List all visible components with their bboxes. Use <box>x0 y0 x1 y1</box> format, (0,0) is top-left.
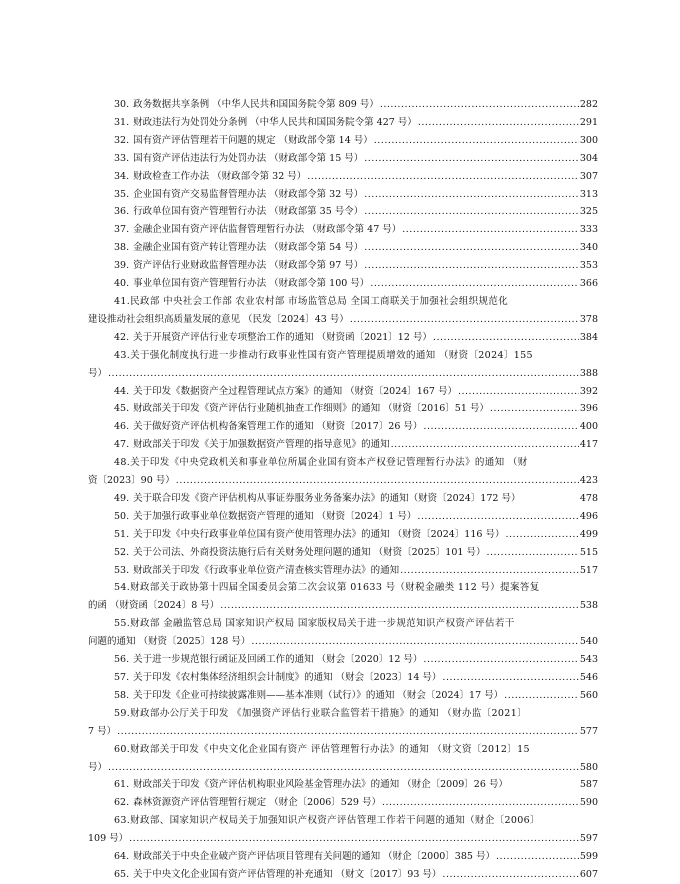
entry-number: 42. <box>114 331 130 343</box>
toc-entry[interactable] <box>88 203 598 221</box>
dot-leader <box>382 794 579 812</box>
entry-title: 森林资源资产评估管理暂行规定 （财企〔2006〕529 号） <box>133 797 381 809</box>
dot-leader <box>129 830 579 848</box>
toc-entry[interactable] <box>88 347 598 383</box>
entry-number: 44. <box>114 385 130 397</box>
entry-title: 关于印发《中央行政事业单位国有资产使用管理办法》的通知 （财资〔2024〕116 号） <box>133 528 505 540</box>
entry-number: 43. <box>114 349 131 361</box>
dot-leader <box>117 723 579 741</box>
toc-entry[interactable] <box>88 132 598 150</box>
toc-entry[interactable] <box>88 579 598 615</box>
entry-page-number: 590 <box>579 797 598 809</box>
entry-number: 47. <box>114 439 130 451</box>
entry-title: 关于中央文化企业国有资产评估管理的补充通知 （财文〔2017〕93 号） <box>133 868 442 880</box>
entry-number: 31. <box>114 116 130 128</box>
entry-number: 46. <box>114 421 130 433</box>
entry-number: 30. <box>114 99 130 110</box>
entry-page-number: 353 <box>579 260 598 272</box>
entry-page-number: 496 <box>579 510 598 522</box>
toc-entry[interactable] <box>88 293 598 329</box>
toc-entry[interactable] <box>88 114 598 132</box>
entry-number: 56. <box>114 654 130 666</box>
dot-leader <box>458 383 579 401</box>
dot-leader <box>423 651 578 669</box>
dot-leader <box>176 472 579 490</box>
entry-title-line2: 109 号） <box>88 833 129 845</box>
entry-title: 资产评估行业财政监督管理办法 （财政部令第 97 号） <box>133 260 364 272</box>
entry-number: 38. <box>114 242 130 254</box>
entry-page-number: 417 <box>579 439 598 451</box>
entry-title-line1: 财政部办公厅关于印发 《加强资产评估行业联合监管若干措施》的通知 （财办监〔2021〕 <box>130 707 527 719</box>
dot-leader <box>486 544 578 562</box>
toc-entry[interactable] <box>88 490 598 508</box>
toc-entry[interactable] <box>88 186 598 204</box>
toc-entry[interactable] <box>88 812 598 848</box>
entry-page-number: 560 <box>579 689 598 701</box>
dot-leader <box>220 597 579 615</box>
entry-title: 关于印发《农村集体经济组织会计制度》的通知 （财会〔2023〕14 号） <box>133 672 442 683</box>
toc-entry[interactable] <box>88 544 598 562</box>
entry-title: 事业单位国有资产管理暂行办法 （财政部令第 100 号） <box>133 278 370 290</box>
entry-page-number: 282 <box>579 99 598 110</box>
entry-number: 48. <box>114 457 131 469</box>
entry-page-number: 538 <box>579 600 598 612</box>
entry-title-line1: 关于印发《中央党政机关和事业单位所属企业国有资本产权登记管理暂行办法》的通知 （财 <box>130 457 528 469</box>
toc-entry[interactable] <box>88 651 598 669</box>
entry-page-number: 300 <box>579 134 598 146</box>
toc-entry[interactable] <box>88 741 598 777</box>
entry-title-line2: 建设推动社会组织高质量发展的意见 （民发〔2024〕43 号） <box>88 313 349 325</box>
entry-number: 65. <box>114 868 130 880</box>
entry-page-number: 577 <box>579 725 598 737</box>
entry-page-number: 392 <box>579 385 598 397</box>
dot-leader <box>490 400 579 418</box>
entry-page-number: 515 <box>579 546 598 558</box>
entry-title-line1: 财政部、国家知识产权局关于加强知识产权资产评估管理工作若干问题的通知（财企〔2006〕 <box>130 815 540 827</box>
entry-title-line2: 号） <box>88 367 108 379</box>
entry-page-number: 580 <box>579 761 598 773</box>
toc-entry[interactable] <box>88 508 598 526</box>
dot-leader <box>505 526 578 544</box>
entry-title: 国有资产评估管理若干问题的规定 （财政部令第 14 号） <box>133 134 373 146</box>
entry-page-number: 366 <box>579 278 598 290</box>
entry-page-number: 540 <box>579 636 598 648</box>
dot-leader <box>364 186 579 204</box>
toc-entry[interactable] <box>88 436 598 454</box>
entry-number: 37. <box>114 224 130 236</box>
entry-number: 57. <box>114 672 130 683</box>
dot-leader <box>364 239 579 257</box>
entry-number: 39. <box>114 260 130 272</box>
entry-page-number: 546 <box>579 672 598 683</box>
entry-title: 关于印发《数据资产全过程管理试点方案》的通知 （财资〔2024〕167 号） <box>133 385 457 397</box>
toc-entry[interactable] <box>88 418 598 436</box>
entry-number: 62. <box>114 797 130 809</box>
entry-title-line2: 7 号） <box>88 725 117 737</box>
toc-entry[interactable] <box>88 562 598 580</box>
entry-number: 64. <box>114 851 130 863</box>
entry-number: 45. <box>114 403 130 415</box>
dot-leader <box>418 114 579 132</box>
entry-number: 36. <box>114 206 130 218</box>
dot-leader <box>364 203 579 221</box>
toc-entry[interactable] <box>88 400 598 418</box>
entry-page-number: 423 <box>579 475 598 487</box>
entry-title: 财政部关于印发《行政事业单位资产清查核实管理办法》的通知 <box>133 564 400 576</box>
entry-page-number: 304 <box>579 152 598 164</box>
entry-number: 63. <box>114 815 131 827</box>
entry-number: 60. <box>114 743 131 755</box>
entry-number: 59. <box>114 707 131 719</box>
entry-number: 35. <box>114 188 130 200</box>
entry-title-line2: 号） <box>88 761 108 773</box>
dot-leader <box>108 365 579 383</box>
dot-leader <box>380 96 579 114</box>
dot-leader <box>442 669 578 687</box>
entry-title: 国有资产评估违法行为处罚办法 （财政部令第 15 号） <box>133 152 364 164</box>
entry-page-number: 313 <box>579 188 598 200</box>
toc-entry[interactable] <box>88 615 598 651</box>
entry-title: 政务数据共享条例 （中华人民共和国国务院令第 809 号） <box>133 99 379 110</box>
toc-entry[interactable] <box>88 776 598 794</box>
dot-leader <box>504 687 579 705</box>
toc-entry[interactable] <box>88 526 598 544</box>
entry-number: 32. <box>114 134 130 146</box>
entry-title: 关于做好资产评估机构备案管理工作的通知 （财资〔2017〕26 号） <box>133 421 423 433</box>
entry-page-number: 307 <box>579 170 598 182</box>
dot-leader <box>496 848 579 866</box>
entry-number: 52. <box>114 546 130 558</box>
entry-number: 53. <box>114 564 130 576</box>
entry-number: 40. <box>114 278 130 290</box>
entry-page-number: 340 <box>579 242 598 254</box>
entry-number: 54. <box>114 582 131 594</box>
entry-number: 34. <box>114 170 130 182</box>
entry-number: 49. <box>114 492 130 504</box>
dot-leader <box>400 562 579 580</box>
entry-title: 财政部关于印发《关于加强数据资产管理的指导意见》的通知 <box>133 439 390 451</box>
toc-entry[interactable] <box>88 257 598 275</box>
entry-title: 财政违法行为处罚处分条例 （中华人民共和国国务院令第 427 号） <box>133 116 417 128</box>
table-of-contents <box>88 96 598 884</box>
entry-title: 关于印发《企业可持续披露准则——基本准则（试行）》的通知 （财会〔2024〕17 号） <box>133 689 504 701</box>
entry-page-number: 478 <box>579 492 598 504</box>
entry-page-number: 587 <box>579 779 598 791</box>
toc-entry[interactable] <box>88 239 598 257</box>
dot-leader <box>374 132 579 150</box>
entry-page-number: 333 <box>579 224 598 236</box>
dot-leader <box>370 275 579 293</box>
entry-title-line1: 关于强化制度执行进一步推动行政事业性国有资产管理提质增效的通知 （财资〔2024〕155 <box>130 349 533 361</box>
entry-page-number: 388 <box>579 367 598 379</box>
toc-entry[interactable] <box>88 866 598 884</box>
entry-title: 财政检查工作办法 （财政部令第 32 号） <box>133 170 307 182</box>
entry-number: 61. <box>114 779 130 791</box>
entry-number: 33. <box>114 152 130 164</box>
toc-entry[interactable] <box>88 669 598 687</box>
entry-number: 51. <box>114 528 130 540</box>
entry-title: 关于开展资产评估行业专项整治工作的通知 （财资函〔2021〕12 号） <box>133 331 432 343</box>
entry-title: 财政部关于中央企业破产资产评估项目管理有关问题的通知 （财企〔2000〕385 号） <box>133 851 495 863</box>
dot-leader <box>251 633 579 651</box>
entry-page-number: 599 <box>579 851 598 863</box>
entry-page-number: 597 <box>579 833 598 845</box>
entry-title: 财政部关于印发《资产评估行业随机抽查工作细则》的通知 （财资〔2016〕51 号） <box>133 403 489 415</box>
entry-title: 关于联合印发《资产评估机构从事证券服务业务备案办法》的通知（财资〔2024〕172 号） <box>133 492 521 504</box>
entry-title-line2: 的函 （财资函〔2024〕8 号） <box>88 600 220 612</box>
entry-page-number: 384 <box>579 331 598 343</box>
entry-title-line1: 财政部 金融监管总局 国家知识产权局 国家版权局关于进一步规范知识产权资产评估若干 <box>130 618 515 630</box>
entry-title: 金融企业国有资产评估监督管理暂行办法 （财政部令第 47 号） <box>133 224 402 236</box>
entry-title: 关于加强行政事业单位数据资产管理的通知 （财资〔2024〕1 号） <box>133 510 417 522</box>
entry-page-number: 607 <box>579 868 598 880</box>
entry-title: 财政部关于印发《资产评估机构职业风险基金管理办法》的通知 （财企〔2009〕26 号） <box>133 779 508 791</box>
dot-leader <box>433 329 579 347</box>
entry-number: 55. <box>114 618 131 630</box>
entry-title: 关于进一步规范银行函证及回函工作的通知 （财会〔2020〕12 号） <box>133 654 423 666</box>
dot-leader <box>402 221 579 239</box>
entry-page-number: 396 <box>579 403 598 415</box>
toc-entry[interactable] <box>88 168 598 186</box>
toc-entry[interactable] <box>88 454 598 490</box>
dot-leader <box>417 508 578 526</box>
entry-number: 58. <box>114 689 130 701</box>
entry-title-line2: 问题的通知 （财资〔2025〕128 号） <box>88 636 251 648</box>
entry-number: 41. <box>114 295 131 307</box>
toc-entry[interactable] <box>88 329 598 347</box>
dot-leader <box>364 257 579 275</box>
toc-entry[interactable] <box>88 275 598 293</box>
toc-entry[interactable] <box>88 383 598 401</box>
dot-leader <box>423 418 578 436</box>
toc-entry[interactable] <box>88 794 598 812</box>
entry-page-number: 517 <box>579 564 598 576</box>
entry-page-number: 543 <box>579 654 598 666</box>
entry-title: 企业国有资产交易监督管理办法 （财政部令第 32 号） <box>133 188 364 200</box>
entry-title-line1: 财政部关于政协第十四届全国委员会第二次会议第 01633 号（财税金融类 112 号）提案答复 <box>130 582 540 594</box>
dot-leader <box>350 311 579 329</box>
dot-leader <box>108 759 579 777</box>
toc-entry[interactable] <box>88 687 598 705</box>
dot-leader <box>391 436 579 454</box>
toc-entry[interactable] <box>88 96 598 114</box>
dot-leader <box>307 168 579 186</box>
entry-title: 行政单位国有资产管理暂行办法 （财政部第 35 号令） <box>133 206 364 218</box>
toc-entry[interactable] <box>88 221 598 239</box>
entry-title-line1: 财政部关于印发《中央文化企业国有资产 评估管理暂行办法》的通知 （财文资〔2012〕15 <box>130 743 530 755</box>
entry-title-line2: 资〔2023〕90 号） <box>88 475 175 487</box>
entry-page-number: 378 <box>579 313 598 325</box>
dot-leader <box>442 866 578 884</box>
entry-page-number: 291 <box>579 116 598 128</box>
entry-title: 金融企业国有资产转让管理办法 （财政部令第 54 号） <box>133 242 364 254</box>
toc-entry[interactable] <box>88 848 598 866</box>
toc-entry[interactable] <box>88 705 598 741</box>
entry-page-number: 400 <box>579 421 598 433</box>
toc-entry[interactable] <box>88 150 598 168</box>
entry-title: 关于公司法、外商投资法施行后有关财务处理问题的通知 （财资〔2025〕101 号） <box>133 546 486 558</box>
entry-number: 50. <box>114 510 130 522</box>
entry-page-number: 325 <box>579 206 598 218</box>
dot-leader <box>364 150 579 168</box>
entry-page-number: 499 <box>579 528 598 540</box>
entry-title-line1: 民政部 中央社会工作部 农业农村部 市场监管总局 全国工商联关于加强社会组织规范化 <box>130 295 509 307</box>
